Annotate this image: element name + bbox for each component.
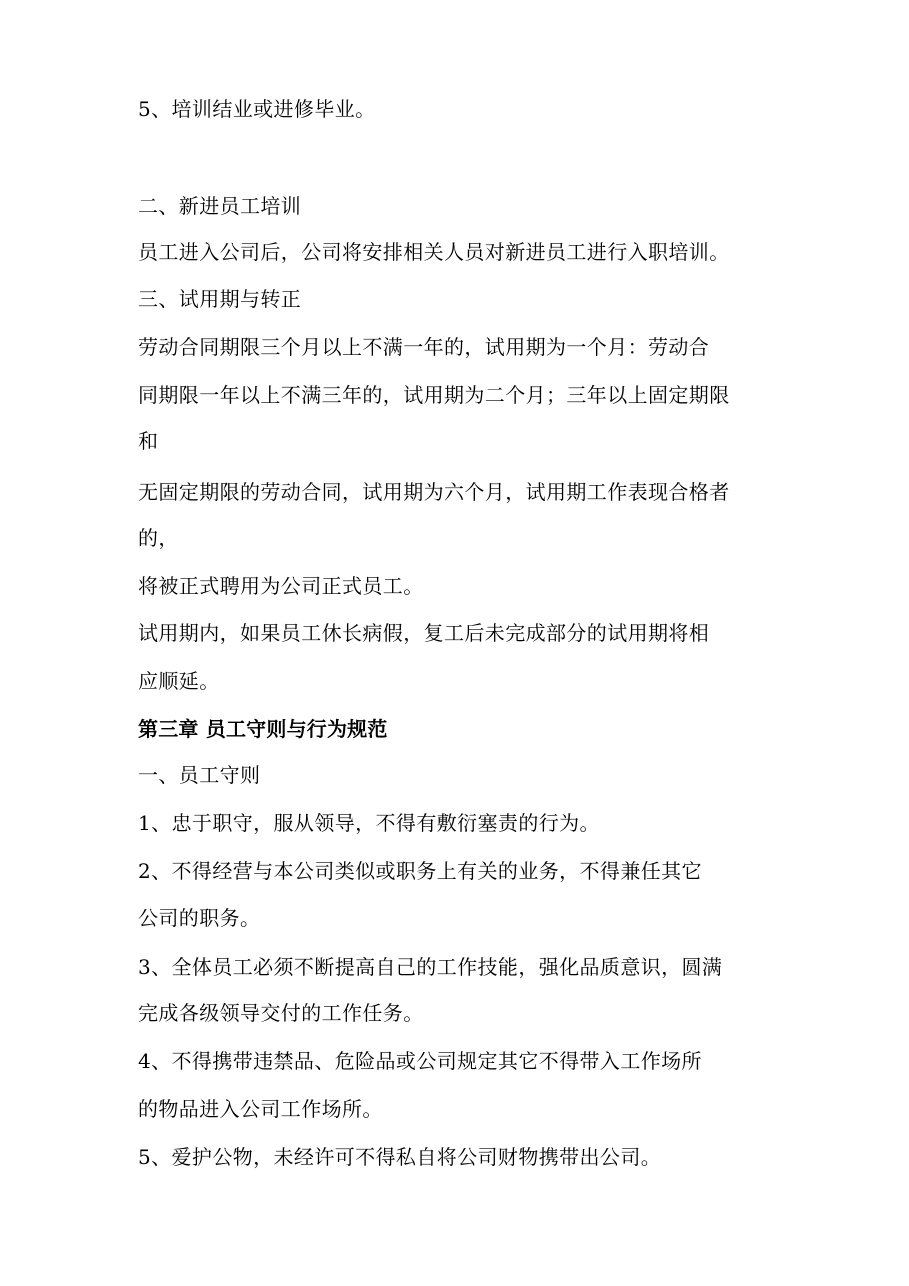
- list-item-training-completion: 5、培训结业或进修毕业。: [138, 97, 376, 121]
- section-heading-new-employee-training: 二、新进员工培训: [138, 194, 302, 218]
- rule-item-4-line-1: 4、不得携带违禁品、危险品或公司规定其它不得带入工作场所: [138, 1049, 702, 1073]
- rule-item-2-line-1: 2、不得经营与本公司类似或职务上有关的业务，不得兼任其它: [138, 859, 702, 883]
- section-heading-employee-rules: 一、员工守则: [138, 763, 261, 787]
- rule-item-3-line-1: 3、全体员工必须不断提高自己的工作技能，强化品质意识，圆满: [138, 955, 723, 979]
- section-heading-probation: 三、试用期与转正: [138, 287, 302, 311]
- paragraph-probation-line-3: 和: [138, 429, 159, 453]
- chapter-title: 第三章 员工守则与行为规范: [138, 717, 388, 741]
- paragraph-sick-leave-line-1: 试用期内，如果员工休长病假，复工后未完成部分的试用期将相: [138, 621, 710, 645]
- paragraph-probation-line-5: 的，: [138, 526, 179, 550]
- rule-item-4-line-2: 的物品进入公司工作场所。: [138, 1097, 383, 1121]
- paragraph-probation-line-4: 无固定期限的劳动合同，试用期为六个月，试用期工作表现合格者: [138, 480, 730, 504]
- rule-item-3-line-2: 完成各级领导交付的工作任务。: [138, 1001, 424, 1025]
- paragraph-sick-leave-line-2: 应顺延。: [138, 669, 220, 693]
- paragraph-probation-line-6: 将被正式聘用为公司正式员工。: [138, 574, 424, 598]
- rule-item-1: 1、忠于职守，服从领导，不得有敷衍塞责的行为。: [138, 811, 600, 835]
- paragraph-probation-line-2: 同期限一年以上不满三年的，试用期为二个月；三年以上固定期限: [138, 383, 730, 407]
- rule-item-5: 5、爱护公物，未经许可不得私自将公司财物携带出公司。: [138, 1145, 662, 1169]
- rule-item-2-line-2: 公司的职务。: [138, 906, 261, 930]
- paragraph-onboarding-training: 员工进入公司后，公司将安排相关人员对新进员工进行入职培训。: [138, 240, 730, 264]
- paragraph-probation-line-1: 劳动合同期限三个月以上不满一年的，试用期为一个月：劳动合: [138, 335, 710, 359]
